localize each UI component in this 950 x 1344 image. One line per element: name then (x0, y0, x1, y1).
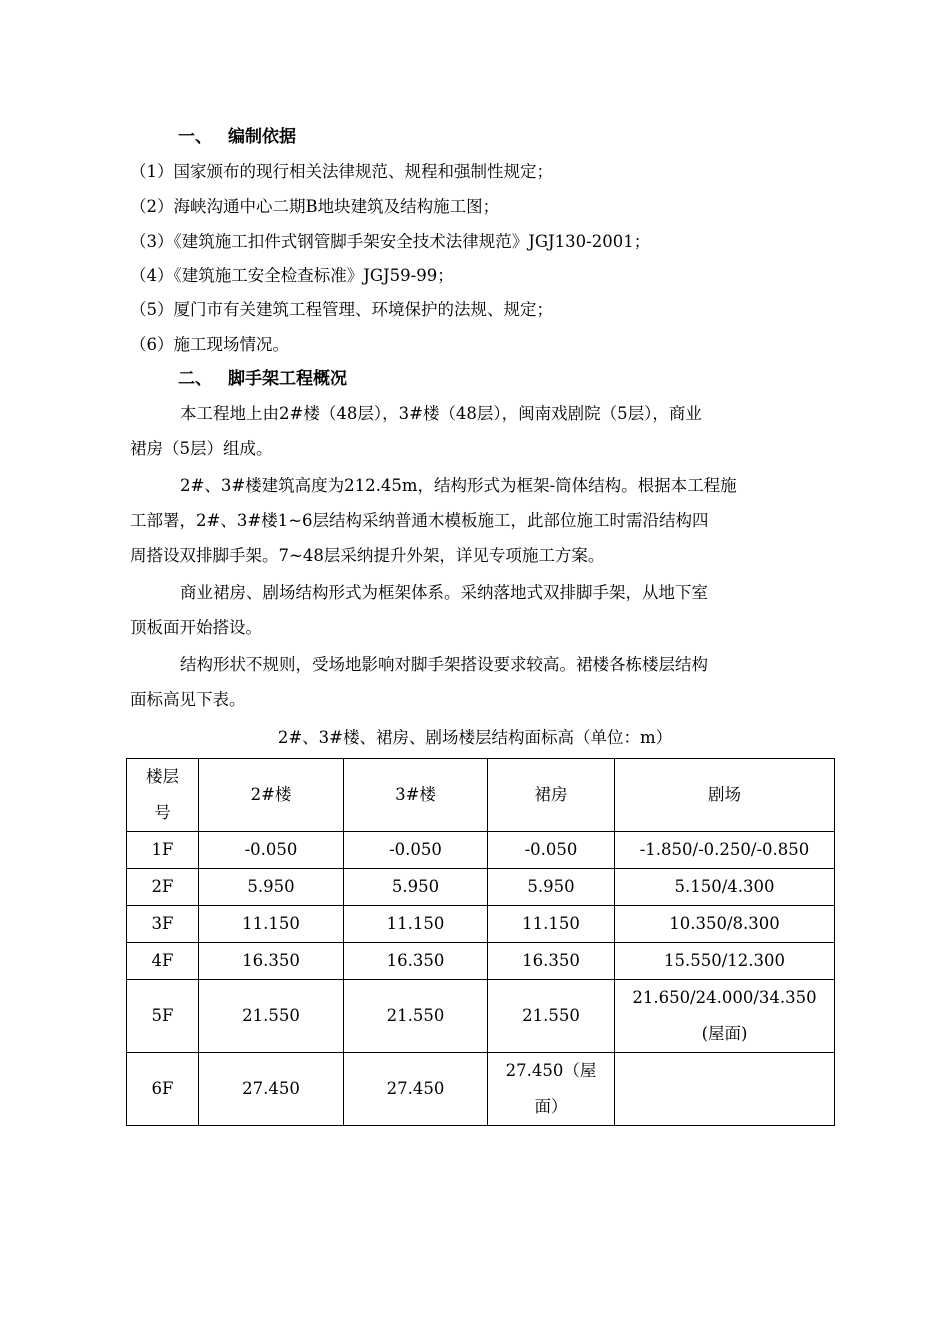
basis-item-2: （2）海峡沟通中心二期B地块建筑及结构施工图； (130, 197, 500, 216)
table-row (127, 943, 835, 980)
basis-item-3: （3）《建筑施工扣件式钢管脚手架安全技术法律规范》JGJ130-2001； (130, 232, 651, 251)
building-3-cell: 27.450 (344, 1053, 488, 1126)
podium-value-cont: 面） (534, 1097, 568, 1116)
overview-line-1: 本工程地上由2#楼（48层），3#楼（48层），闽南戏剧院（5层），商业 (180, 404, 702, 423)
building-2-cell: -0.050 (199, 832, 344, 869)
overview-line-5: 周搭设双排脚手架。7~48层采纳提升外架，详见专项施工方案。 (130, 546, 605, 565)
theater-cell: 10.350/8.300 (615, 906, 835, 943)
overview-line-3: 2#、3#楼建筑高度为212.45m，结构形式为框架-筒体结构。根据本工程施 (180, 476, 737, 495)
table-row (127, 980, 835, 1053)
theater-cell: -1.850/-0.250/-0.850 (615, 832, 835, 869)
basis-item-4: （4）《建筑施工安全检查标准》JGJ59-99； (130, 266, 454, 285)
podium-cell: 16.350 (488, 943, 615, 980)
table-row (127, 1053, 835, 1126)
building-3-cell: -0.050 (344, 832, 488, 869)
header-floor-line2: 号 (154, 803, 171, 822)
basis-item-6: （6）施工现场情况。 (130, 335, 289, 354)
theater-cell: 15.550/12.300 (615, 943, 835, 980)
podium-value: 27.450（屋 (505, 1061, 597, 1080)
overview-line-7: 顶板面开始搭设。 (130, 618, 262, 637)
header-building-2: 2#楼 (199, 759, 344, 832)
section-2-number: 二、 (178, 369, 212, 389)
section-1-number: 一、 (178, 127, 212, 147)
building-2-cell: 16.350 (199, 943, 344, 980)
floor-cell: 5F (127, 980, 199, 1053)
floor-cell: 2F (127, 869, 199, 906)
header-floor-line1: 楼层 (146, 767, 179, 786)
basis-item-5: （5）厦门市有关建筑工程管理、环境保护的法规、规定； (130, 300, 553, 319)
podium-cell: 11.150 (488, 906, 615, 943)
header-floor (127, 759, 199, 832)
building-3-cell: 21.550 (344, 980, 488, 1053)
header-podium: 裙房 (488, 759, 615, 832)
overview-line-2: 裙房（5层）组成。 (130, 439, 273, 458)
overview-line-9: 面标高见下表。 (130, 690, 246, 709)
table-row (127, 832, 835, 869)
table-row (127, 869, 835, 906)
elevation-table (126, 758, 835, 1126)
floor-cell: 3F (127, 906, 199, 943)
section-2-title: 脚手架工程概况 (228, 369, 347, 389)
theater-cell (615, 1053, 835, 1126)
building-3-cell: 11.150 (344, 906, 488, 943)
theater-cell (615, 980, 835, 1053)
section-1-heading (178, 126, 296, 148)
theater-note: (屋面) (701, 1024, 748, 1043)
podium-cell: 5.950 (488, 869, 615, 906)
floor-cell: 1F (127, 832, 199, 869)
header-theater: 剧场 (615, 759, 835, 832)
overview-line-4: 工部署，2#、3#楼1~6层结构采纳普通木模板施工，此部位施工时需沿结构四 (130, 511, 709, 530)
basis-item-1: （1）国家颁布的现行相关法律规范、规程和强制性规定； (130, 162, 553, 181)
floor-cell: 4F (127, 943, 199, 980)
header-building-3: 3#楼 (344, 759, 488, 832)
podium-cell: -0.050 (488, 832, 615, 869)
podium-cell (488, 1053, 615, 1126)
building-2-cell: 5.950 (199, 869, 344, 906)
building-2-cell: 21.550 (199, 980, 344, 1053)
building-3-cell: 16.350 (344, 943, 488, 980)
section-1-title: 编制依据 (228, 127, 296, 147)
building-2-cell: 27.450 (199, 1053, 344, 1126)
overview-line-6: 商业裙房、剧场结构形式为框架体系。采纳落地式双排脚手架，从地下室 (180, 583, 708, 602)
podium-cell: 21.550 (488, 980, 615, 1053)
building-2-cell: 11.150 (199, 906, 344, 943)
table-caption: 2#、3#楼、裙房、剧场楼层结构面标高（单位：m） (277, 728, 673, 747)
table-header-row (127, 759, 835, 832)
overview-line-8: 结构形状不规则，受场地影响对脚手架搭设要求较高。裙楼各栋楼层结构 (180, 655, 708, 674)
theater-cell: 5.150/4.300 (615, 869, 835, 906)
theater-value: 21.650/24.000/34.350 (632, 988, 817, 1007)
floor-cell: 6F (127, 1053, 199, 1126)
table-row (127, 906, 835, 943)
section-2-heading (178, 368, 347, 390)
building-3-cell: 5.950 (344, 869, 488, 906)
